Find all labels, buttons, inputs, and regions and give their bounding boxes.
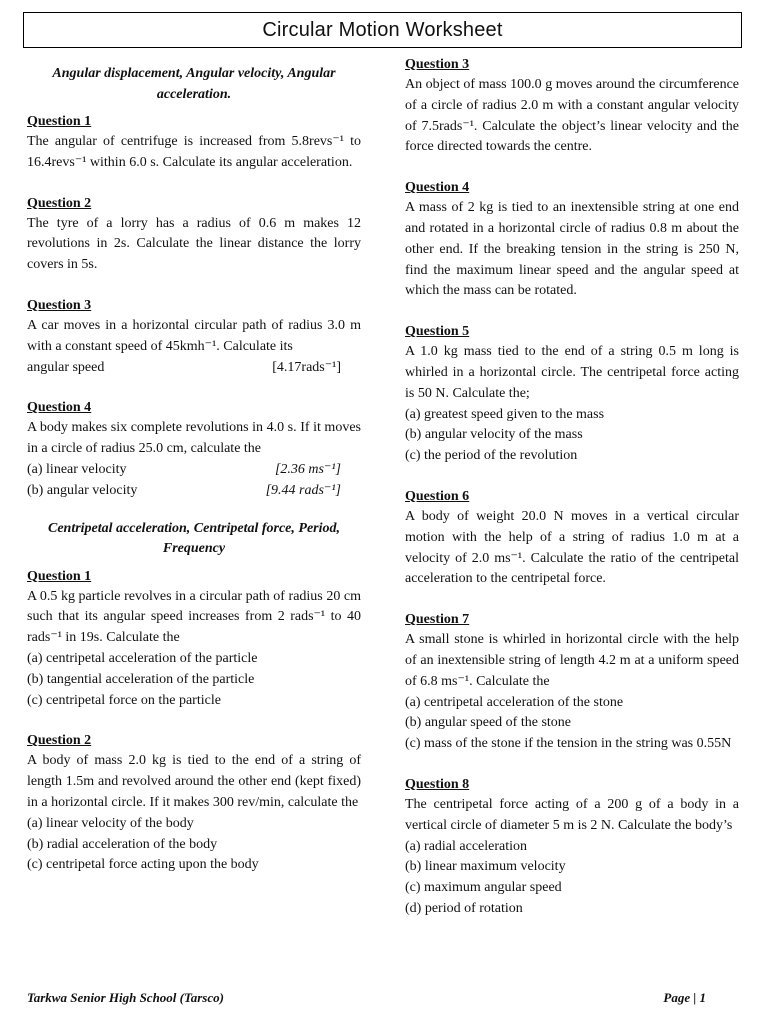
question-text: A mass of 2 kg is tied to an inextensible string at one end and rotated in a horizontal circle of radius 0.8 m about the other end. If the breaking tension in the string is 250 N, find the maximum linear speed and the angular speed at which the mass can be rotated. bbox=[405, 200, 739, 299]
sub-question: (c) centripetal force on the particle bbox=[27, 692, 221, 708]
section-heading-centripetal: Centripetal acceleration, Centripetal force, Period, Frequency bbox=[47, 520, 341, 557]
sub-question: (a) greatest speed given to the mass bbox=[405, 406, 605, 422]
question-title: Question 1 bbox=[27, 568, 92, 584]
sub-question: (a) linear velocity bbox=[27, 461, 127, 477]
question-block bbox=[405, 177, 739, 302]
sub-question: (a) linear velocity of the body bbox=[27, 815, 194, 831]
question-title: Question 7 bbox=[405, 612, 470, 628]
question-block bbox=[27, 566, 361, 712]
section-heading-angular: Angular displacement, Angular velocity, Angular acceleration. bbox=[52, 66, 336, 102]
sub-question: (c) centripetal force acting upon the body bbox=[27, 857, 259, 873]
page-number: Page | 1 bbox=[663, 990, 706, 1005]
sub-question: (a) centripetal acceleration of the particle bbox=[27, 650, 258, 666]
sub-question: (a) centripetal acceleration of the stone bbox=[405, 694, 624, 710]
sub-question: (b) angular speed of the stone bbox=[405, 715, 571, 731]
question-text: The angular of centrifuge is increased from 5.8revs⁻¹ to 16.4revs⁻¹ within 6.0 s. Calculate its angular acceleration. bbox=[27, 134, 361, 170]
question-block bbox=[405, 321, 739, 467]
question-text: A body of weight 20.0 N moves in a vertical circular motion with the help of a string of radius 1.0 m at a velocity of 2.0 ms⁻¹. Calculate the ratio of the centripetal acceleration to the centripetal force. bbox=[405, 508, 739, 587]
question-text: A 0.5 kg particle revolves in a circular path of radius 20 cm such that its angular speed increases from 2 rads⁻¹ to 40 rads⁻¹ in 19s. Calculate the bbox=[27, 588, 361, 646]
sub-question: (c) maximum angular speed bbox=[405, 880, 562, 896]
question-block bbox=[405, 486, 739, 590]
page-footer bbox=[27, 988, 706, 1009]
question-text: The centripetal force acting of a 200 g of a body in a vertical circle of diameter 5 m is 2 N. Calculate the body’s bbox=[405, 796, 739, 833]
answer-value: [4.17rads⁻¹] bbox=[272, 359, 341, 375]
sub-question: (d) period of rotation bbox=[405, 900, 523, 916]
answer-row bbox=[27, 358, 361, 379]
question-block bbox=[405, 54, 739, 158]
title-box bbox=[23, 12, 742, 48]
question-title: Question 2 bbox=[27, 195, 92, 211]
sub-question: (b) radial acceleration of the body bbox=[27, 836, 218, 852]
question-title: Question 8 bbox=[405, 776, 470, 792]
question-block bbox=[27, 111, 361, 174]
question-block bbox=[27, 295, 361, 378]
question-title: Question 3 bbox=[27, 297, 92, 313]
sub-question: (b) tangential acceleration of the particle bbox=[27, 671, 255, 687]
question-text-end: angular speed bbox=[27, 359, 105, 375]
question-text: An object of mass 100.0 g moves around the circumference of a circle of radius 2.0 m with a constant angular velocity of 7.5rads⁻¹. Calculate the object’s linear velocity and the force directed towards the centre. bbox=[405, 77, 739, 155]
sub-question: (b) angular velocity of the mass bbox=[405, 427, 583, 443]
question-text: The tyre of a lorry has a radius of 0.6 m makes 12 revolutions in 2s. Calculate the linear distance the lorry covers in 5s. bbox=[27, 215, 361, 273]
question-text: A body makes six complete revolutions in 4.0 s. If it moves in a circle of radius 25.0 cm, calculate the bbox=[27, 420, 361, 457]
question-block bbox=[405, 774, 739, 920]
question-block bbox=[27, 193, 361, 276]
question-title: Question 6 bbox=[405, 488, 470, 504]
sub-question: (c) the period of the revolution bbox=[405, 448, 578, 464]
question-text: A small stone is whirled in horizontal circle with the help of an inextensible string of length 4.2 m at a uniform speed of 6.8 ms⁻¹. Calculate the bbox=[405, 632, 739, 689]
sub-question: (b) linear maximum velocity bbox=[405, 859, 566, 875]
question-title: Question 5 bbox=[405, 324, 470, 340]
question-title: Question 2 bbox=[27, 733, 92, 749]
left-column bbox=[27, 64, 361, 895]
sub-question: (a) radial acceleration bbox=[405, 838, 528, 854]
answer-row bbox=[27, 481, 361, 502]
question-text: A 1.0 kg mass tied to the end of a string 0.5 m long is whirled in a horizontal circle. The centripetal force acting is 50 N. Calculate the; bbox=[405, 344, 739, 401]
answer-value: [9.44 rads⁻¹] bbox=[265, 482, 341, 498]
sub-question: (c) mass of the stone if the tension in the string was 0.55N bbox=[405, 736, 732, 752]
sub-question: (b) angular velocity bbox=[27, 482, 138, 498]
question-title: Question 4 bbox=[405, 180, 470, 196]
answer-value: [2.36 ms⁻¹] bbox=[274, 461, 341, 477]
question-title: Question 1 bbox=[27, 114, 92, 129]
question-block bbox=[27, 397, 361, 501]
answer-row bbox=[27, 460, 361, 481]
question-text: A body of mass 2.0 kg is tied to the end of a string of length 1.5m and revolved around the other end (kept fixed) in a horizontal circle. If it makes 300 rev/min, calculate the bbox=[27, 753, 361, 810]
question-text: A car moves in a horizontal circular path of radius 3.0 m with a constant speed of 45kmh⁻¹. Calculate its bbox=[27, 317, 361, 354]
page-title: Circular Motion Worksheet bbox=[262, 18, 503, 41]
right-column bbox=[405, 54, 739, 939]
question-title: Question 3 bbox=[405, 57, 470, 72]
question-title: Question 4 bbox=[27, 400, 92, 416]
question-block bbox=[27, 730, 361, 876]
question-block bbox=[405, 609, 739, 755]
school-name: Tarkwa Senior High School (Tarsco) bbox=[27, 990, 224, 1005]
